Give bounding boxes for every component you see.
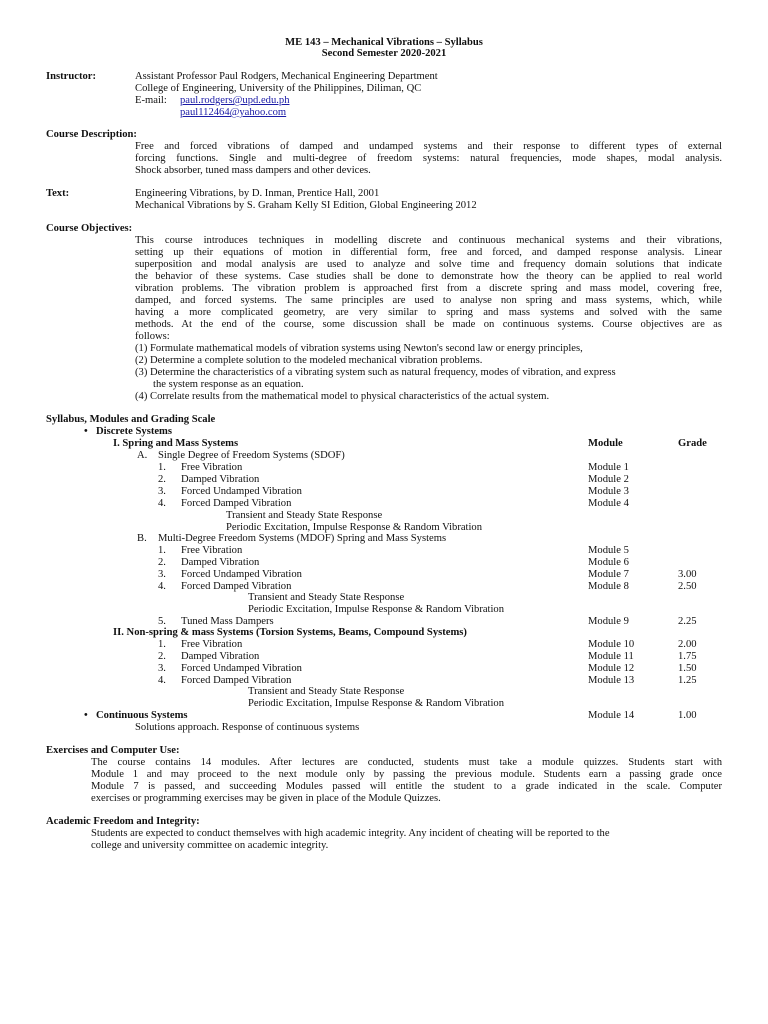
integrity-label: Academic Freedom and Integrity: — [46, 816, 200, 827]
module-cell: Module 12 — [588, 663, 635, 674]
email-link-primary[interactable]: paul.rodgers@upd.edu.ph — [180, 95, 290, 106]
module-cell: Module 14 — [588, 710, 635, 721]
text-label: Text: — [46, 188, 70, 199]
grade-cell: 3.00 — [678, 569, 697, 580]
exercises-line: exercises or programming exercises may be given in place of the Module Quizzes. — [91, 793, 441, 804]
objectives-line: This course introduces techniques in modelling discrete and continuous mechanical systems and their vibrations, — [135, 235, 722, 246]
objectives-line: damped, and forced systems. The same principles are used to analyse non spring and mass systems, which, while — [135, 295, 722, 306]
module-cell: Module 10 — [588, 639, 635, 650]
sdof-heading: Single Degree of Freedom Systems (SDOF) — [158, 450, 345, 461]
grade-cell: 1.50 — [678, 663, 697, 674]
subtopic: Transient and Steady State Response — [248, 592, 405, 603]
item-number: 1. — [158, 639, 166, 650]
grade-column-header: Grade — [678, 438, 707, 449]
mdof-letter: B. — [137, 533, 147, 544]
exercises-label: Exercises and Computer Use: — [46, 745, 180, 756]
module-cell: Module 4 — [588, 498, 629, 509]
objective-item: (4) Correlate results from the mathematical model to physical characteristics of the actual system. — [135, 391, 550, 402]
module-column-header: Module — [588, 438, 623, 449]
exercises-line: Module 1 and may proceed to the next module only by passing the previous module. Students earn a passing grade once — [91, 769, 722, 780]
topic-name: Free Vibration — [181, 639, 243, 650]
textbook-line: Engineering Vibrations, by D. Inman, Prentice Hall, 2001 — [135, 188, 380, 199]
item-number: 4. — [158, 675, 166, 686]
module-cell: Module 13 — [588, 675, 635, 686]
continuous-systems-heading: • Continuous Systems — [96, 710, 188, 722]
module-cell: Module 5 — [588, 545, 629, 556]
module-cell: Module 8 — [588, 581, 629, 592]
topic-name: Damped Vibration — [181, 474, 260, 485]
email-link-secondary[interactable]: paul112464@yahoo.com — [180, 107, 287, 118]
item-number: 3. — [158, 486, 166, 497]
instructor-name: Assistant Professor Paul Rodgers, Mechanical Engineering Department — [135, 71, 438, 82]
topic-name: Forced Undamped Vibration — [181, 486, 302, 497]
email-label: E-mail: — [135, 95, 167, 106]
objectives-line: methods. At the end of the course, some discussion shall be made on continuous systems. Course objectives are as — [135, 319, 722, 330]
description-line: Shock absorber, tuned mass dampers and other devices. — [135, 165, 371, 176]
item-number: 5. — [158, 616, 166, 627]
topic-name: Forced Undamped Vibration — [181, 663, 302, 674]
topic-name: Forced Undamped Vibration — [181, 569, 302, 580]
description-label: Course Description: — [46, 129, 137, 140]
subtopic: Transient and Steady State Response — [248, 686, 405, 697]
integrity-line: college and university committee on academic integrity. — [91, 840, 329, 851]
grade-cell: 1.00 — [678, 710, 697, 721]
topic-name: Forced Damped Vibration — [181, 581, 292, 592]
objectives-line: setting up their equations of motion in differential form, free and forced, and damped response analysis. Linear — [135, 247, 722, 258]
item-number: 3. — [158, 663, 166, 674]
module-cell: Module 11 — [588, 651, 634, 662]
instructor-college: College of Engineering, University of the Philippines, Diliman, QC — [135, 83, 422, 94]
exercises-line: The course contains 14 modules. After lectures are conducted, students must take a module quizzes. Students start with — [91, 757, 722, 768]
syllabus-label: Syllabus, Modules and Grading Scale — [46, 414, 216, 425]
part2-heading: II. Non-spring & mass Systems (Torsion Systems, Beams, Compound Systems) — [113, 627, 467, 638]
item-number: 4. — [158, 498, 166, 509]
mdof-heading: Multi-Degree Freedom Systems (MDOF) Spring and Mass Systems — [158, 533, 447, 544]
exercises-line: Module 7 is passed, and succeeding Modules passed will entitle the student to a grade indicated in the scale. Computer — [91, 781, 722, 792]
objectives-line: having a more complicated geometry, are very similar to spring and mass systems and solved with the same — [135, 307, 722, 318]
item-number: 1. — [158, 462, 166, 473]
integrity-line: Students are expected to conduct themselves with high academic integrity. Any incident of cheating will be reported to the — [91, 828, 610, 839]
objective-item-continuation: the system response as an equation. — [153, 379, 304, 390]
item-number: 4. — [158, 581, 166, 592]
topic-name: Free Vibration — [181, 462, 243, 473]
sdof-letter: A. — [137, 450, 148, 461]
topic-name: Damped Vibration — [181, 651, 260, 662]
objectives-line: vibration problems. The vibration problem is approached first from a discrete spring and mass model, covering free, — [135, 283, 722, 294]
grade-cell: 1.75 — [678, 651, 697, 662]
semester-subtitle: Second Semester 2020-2021 — [321, 48, 447, 59]
objectives-line: superposition and modal analysis are used to analyze and solve time and frequency domain solutions that indicate — [135, 259, 722, 270]
objective-item: (3) Determine the characteristics of a vibrating system such as natural frequency, modes of vibration, and express — [135, 367, 616, 378]
item-number: 3. — [158, 569, 166, 580]
item-number: 2. — [158, 474, 166, 485]
objective-item: (2) Determine a complete solution to the modeled mechanical vibration problems. — [135, 355, 483, 366]
subtopic: Transient and Steady State Response — [226, 510, 383, 521]
item-number: 1. — [158, 545, 166, 556]
textbook-line: Mechanical Vibrations by S. Graham Kelly SI Edition, Global Engineering 2012 — [135, 200, 477, 211]
module-cell: Module 6 — [588, 557, 629, 568]
module-cell: Module 1 — [588, 462, 629, 473]
document-title: ME 143 – Mechanical Vibrations – Syllabus — [285, 37, 483, 48]
topic-name: Free Vibration — [181, 545, 243, 556]
item-number: 2. — [158, 557, 166, 568]
subtopic: Periodic Excitation, Impulse Response & Random Vibration — [248, 604, 505, 615]
objectives-line: follows: — [135, 331, 170, 342]
topic-name: Forced Damped Vibration — [181, 498, 292, 509]
objective-item: (1) Formulate mathematical models of vibration systems using Newton's second law or energy principles, — [135, 343, 583, 354]
item-number: 2. — [158, 651, 166, 662]
topic-name: Tuned Mass Dampers — [181, 616, 274, 627]
discrete-systems-heading: • Discrete Systems — [96, 426, 172, 438]
objectives-line: the behavior of these systems. Case studies shall be done to demonstrate how the theory can be applied to real world — [135, 271, 722, 282]
description-line: Free and forced vibrations of damped and undamped systems and their response to different types of external — [135, 141, 722, 152]
grade-cell: 2.50 — [678, 581, 697, 592]
grade-cell: 2.00 — [678, 639, 697, 650]
subtopic: Periodic Excitation, Impulse Response & Random Vibration — [226, 522, 483, 533]
grade-cell: 2.25 — [678, 616, 697, 627]
instructor-label: Instructor: — [46, 71, 97, 82]
module-cell: Module 2 — [588, 474, 629, 485]
module-cell: Module 3 — [588, 486, 629, 497]
module-cell: Module 9 — [588, 616, 629, 627]
topic-name: Damped Vibration — [181, 557, 260, 568]
topic-name: Forced Damped Vibration — [181, 675, 292, 686]
part1-heading: I. Spring and Mass Systems — [113, 438, 239, 449]
module-cell: Module 7 — [588, 569, 629, 580]
grade-cell: 1.25 — [678, 675, 697, 686]
description-line: forcing functions. Single and multi-degree of freedom systems: natural frequencies, mode shapes, modal analysis. — [135, 153, 722, 164]
subtopic: Periodic Excitation, Impulse Response & Random Vibration — [248, 698, 505, 709]
continuous-description: Solutions approach. Response of continuous systems — [135, 722, 360, 733]
objectives-label: Course Objectives: — [46, 223, 133, 234]
